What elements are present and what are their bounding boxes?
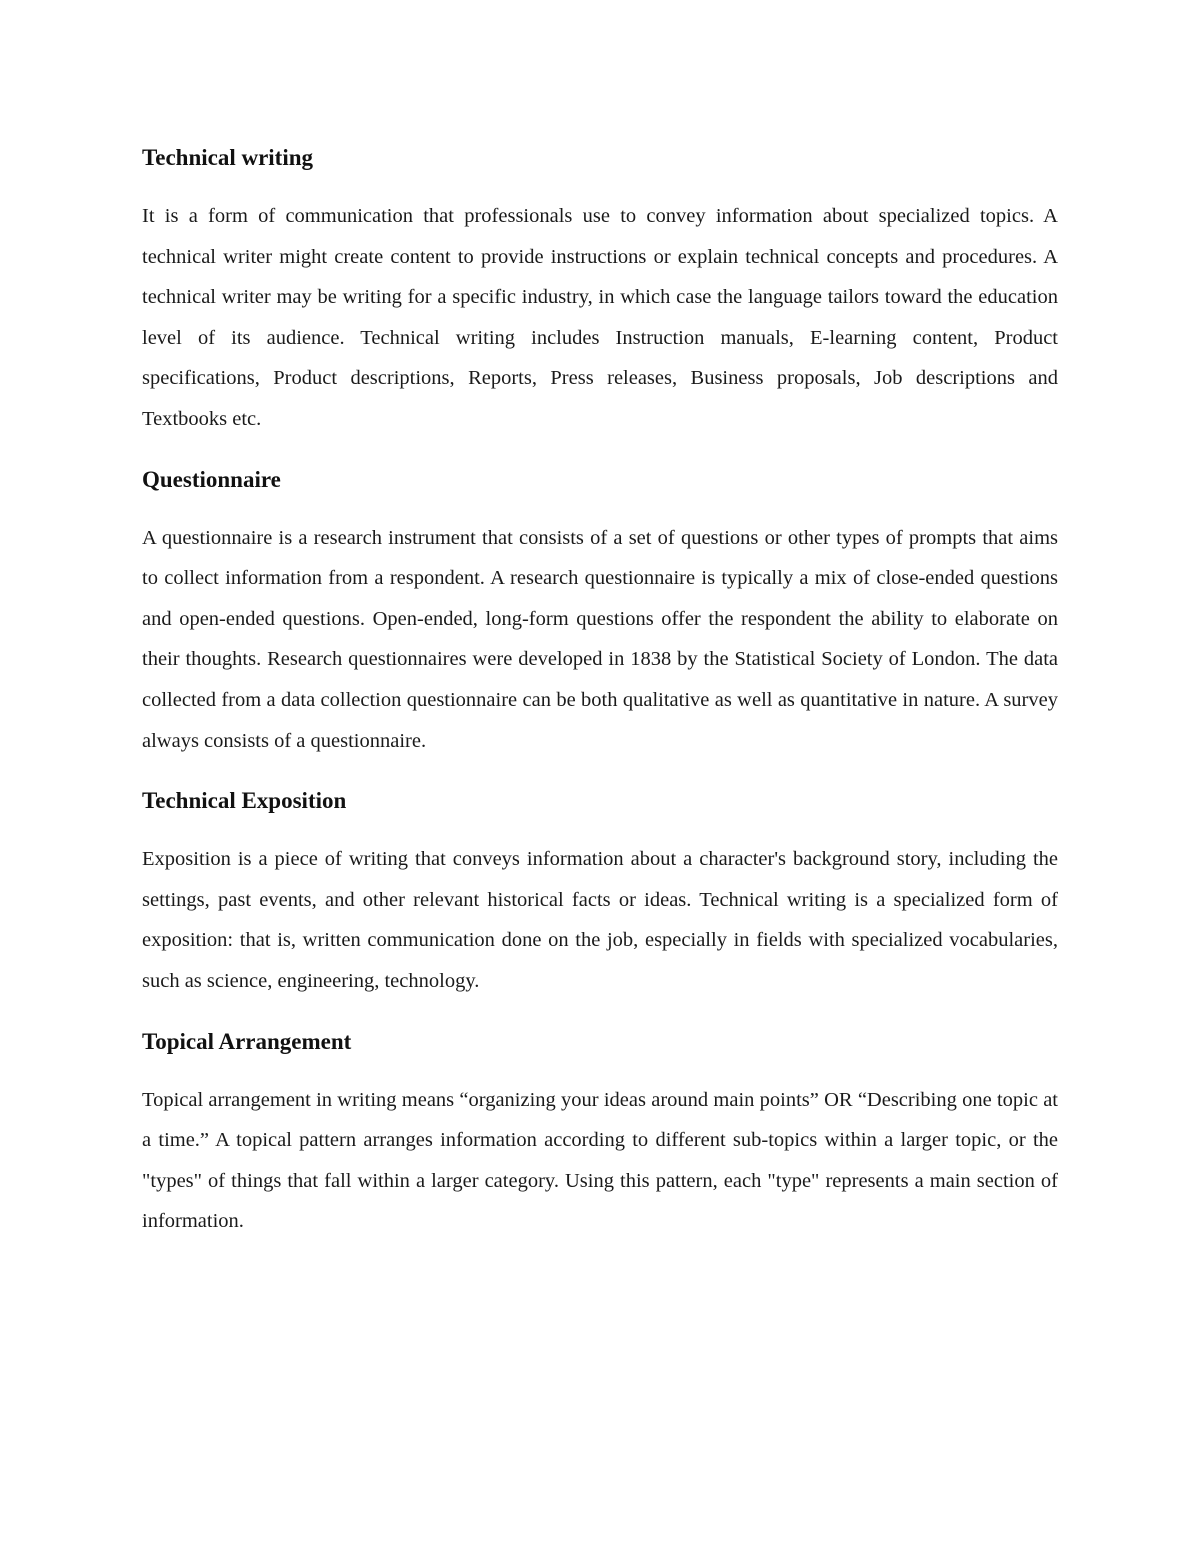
section-technical-exposition xyxy=(142,783,1058,1001)
section-questionnaire xyxy=(142,462,1058,762)
section-technical-writing xyxy=(142,140,1058,440)
section-heading: Topical Arrangement xyxy=(142,1028,352,1054)
document-body xyxy=(142,140,1058,1264)
section-heading: Technical writing xyxy=(142,145,314,170)
section-paragraph: Topical arrangement in writing means “organizing your ideas around main points” OR “Describing one topic at a time.” A topical pattern arranges information according to different sub-topics within a larger topic, or the "types" of things that fall within a larger category. Using this pattern, each "type" represents a main section of information. xyxy=(142,1088,1058,1233)
section-topical-arrangement xyxy=(142,1024,1058,1242)
section-heading: Questionnaire xyxy=(142,466,281,492)
section-paragraph: Exposition is a piece of writing that conveys information about a character's background story, including the settings, past events, and other relevant historical facts or ideas. Technical writing is a specialized form of exposition: that is, written communication done on the job, especially in fields with specialized vocabularies, such as science, engineering, technology. xyxy=(142,848,1058,992)
section-heading: Technical Exposition xyxy=(142,788,347,814)
section-paragraph: A questionnaire is a research instrument that consists of a set of questions or other types of prompts that aims to collect information from a respondent. A research questionnaire is typically a mix of close-ended questions and open-ended questions. Open-ended, long-form questions offer the respondent the ability to elaborate on their thoughts. Research questionnaires were developed in 1838 by the Statistical Society of London. The data collected from a data collection questionnaire can be both qualitative as well as quantitative in nature. A survey always consists of a questionnaire. xyxy=(142,526,1058,752)
section-paragraph: It is a form of communication that professionals use to convey information about specialized topics. A technical writer might create content to provide instructions or explain technical concepts and procedures. A technical writer may be writing for a specific industry, in which case the language tailors toward the education level of its audience. Technical writing includes Instruction manuals, E-learning content, Product specifications, Product descriptions, Reports, Press releases, Business proposals, Job descriptions and Textbooks etc. xyxy=(142,205,1058,430)
